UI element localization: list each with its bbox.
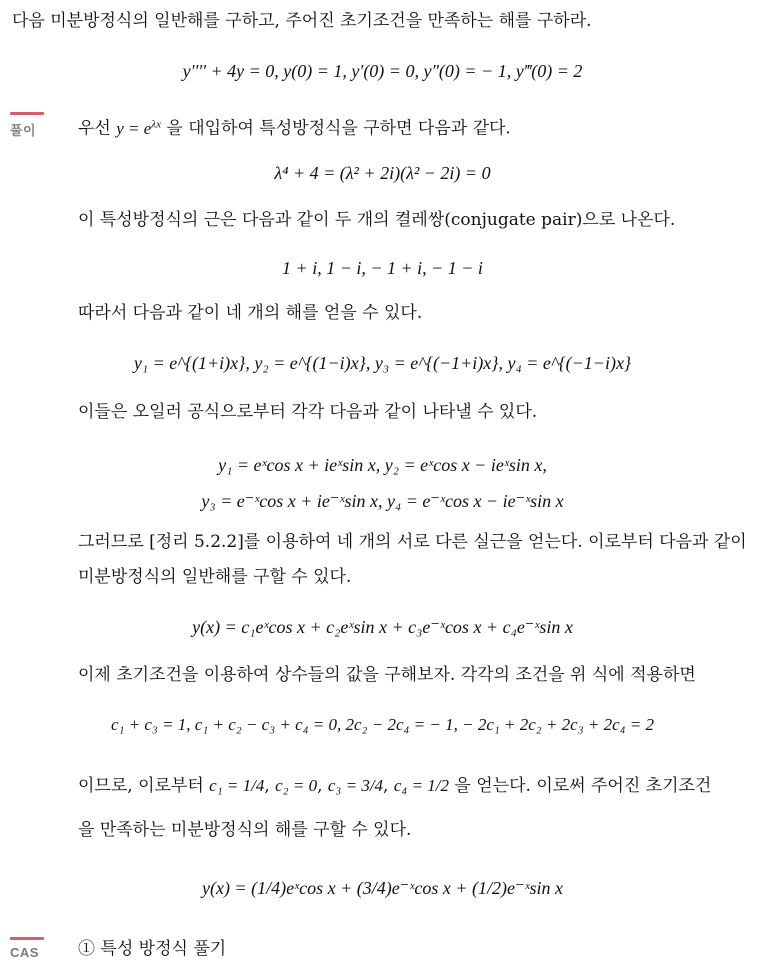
p1-post: 을 대입하여 특성방정식을 구하면 다음과 같다. [166, 118, 511, 139]
p1-pre: 우선 [78, 118, 111, 139]
euler-form-line-1: y₁ = eˣcos x + ieˣsin x, y₂ = eˣcos x − ieˣsin x, [218, 455, 547, 475]
constant-c1: c₁ = 1/4 [209, 776, 265, 795]
solution-paragraph-3: 따라서 다음과 같이 네 개의 해를 얻을 수 있다. [78, 303, 423, 323]
constant-c3: c₃ = 3/4 [327, 776, 384, 795]
solution-paragraph-7-line-1: 이므로, 이로부터 c₁ = 1/4, c₂ = 0, c₃ = 3/4, c₄ = 1/2 을 얻는다. 이로써 주어진 초기조건 [78, 776, 712, 796]
p1-math: $y = e^{\lambda x}$ [116, 118, 161, 138]
solution-label: 풀이 [10, 123, 37, 138]
solution-paragraph-2: 이 특성방정식의 근은 다음과 같이 두 개의 켤레쌍(conjugate pair)으로 나온다. [78, 210, 676, 230]
cas-marker [10, 937, 44, 960]
problem-equation: y'''' + 4y = 0, y(0) = 1, y′(0) = 0, y″(0) = − 1, y‴(0) = 2 [182, 61, 583, 81]
roots-equation: 1 + i, 1 − i, − 1 + i, − 1 − i [282, 258, 483, 278]
exponential-solutions: y₁ = e^{(1+i)x}, y₂ = e^{(1−i)x}, y₃ = e^{(−1+i)x}, y₄ = e^{(−1−i)x} [133, 353, 632, 373]
marker-bar [10, 937, 44, 940]
cas-step-1: ① 특성 방정식 풀기 [78, 939, 227, 959]
p7-post: 을 얻는다. 이로써 주어진 초기조건 [454, 776, 712, 796]
cas-label: CAS [10, 945, 39, 960]
solution-marker [10, 112, 44, 139]
solution-paragraph-5-line-2: 미분방정식의 일반해를 구할 수 있다. [78, 567, 352, 587]
constant-c2: c₂ = 0 [275, 776, 318, 795]
constant-system: c₁ + c₃ = 1, c₁ + c₂ − c₃ + c₄ = 0, 2c₂ − 2c₄ = − 1, − 2c₁ + 2c₂ + 2c₃ + 2c₄ = 2 [110, 715, 655, 734]
solution-paragraph-7-line-2: 을 만족하는 미분방정식의 해를 구할 수 있다. [78, 820, 412, 840]
characteristic-equation: λ⁴ + 4 = (λ² + 2i)(λ² − 2i) = 0 [274, 163, 491, 183]
p7-pre: 이므로, 이로부터 [78, 776, 204, 796]
particular-solution: y(x) = (1/4)eˣcos x + (3/4)e⁻ˣcos x + (1/2)e⁻ˣsin x [201, 878, 564, 898]
problem-statement: 다음 미분방정식의 일반해를 구하고, 주어진 초기조건을 만족하는 해를 구하라. [12, 11, 592, 31]
solution-paragraph-1 [78, 112, 511, 141]
solution-paragraph-4: 이들은 오일러 공식으로부터 각각 다음과 같이 나타낼 수 있다. [78, 402, 538, 422]
euler-form-line-2: y₃ = e⁻ˣcos x + ie⁻ˣsin x, y₄ = e⁻ˣcos x − ie⁻ˣsin x [201, 491, 564, 511]
solution-paragraph-6: 이제 초기조건을 이용하여 상수들의 값을 구해보자. 각각의 조건을 위 식에 적용하면 [78, 665, 696, 685]
general-solution: y(x) = c₁eˣcos x + c₂eˣsin x + c₃e⁻ˣcos x + c₄e⁻ˣsin x [192, 617, 573, 637]
solution-paragraph-5-line-1: 그러므로 [정리 5.2.2]를 이용하여 네 개의 서로 다른 실근을 얻는다. 이로부터 다음과 같이 [78, 532, 747, 552]
constant-c4: c₄ = 1/2 [393, 776, 450, 795]
marker-bar [10, 112, 44, 115]
